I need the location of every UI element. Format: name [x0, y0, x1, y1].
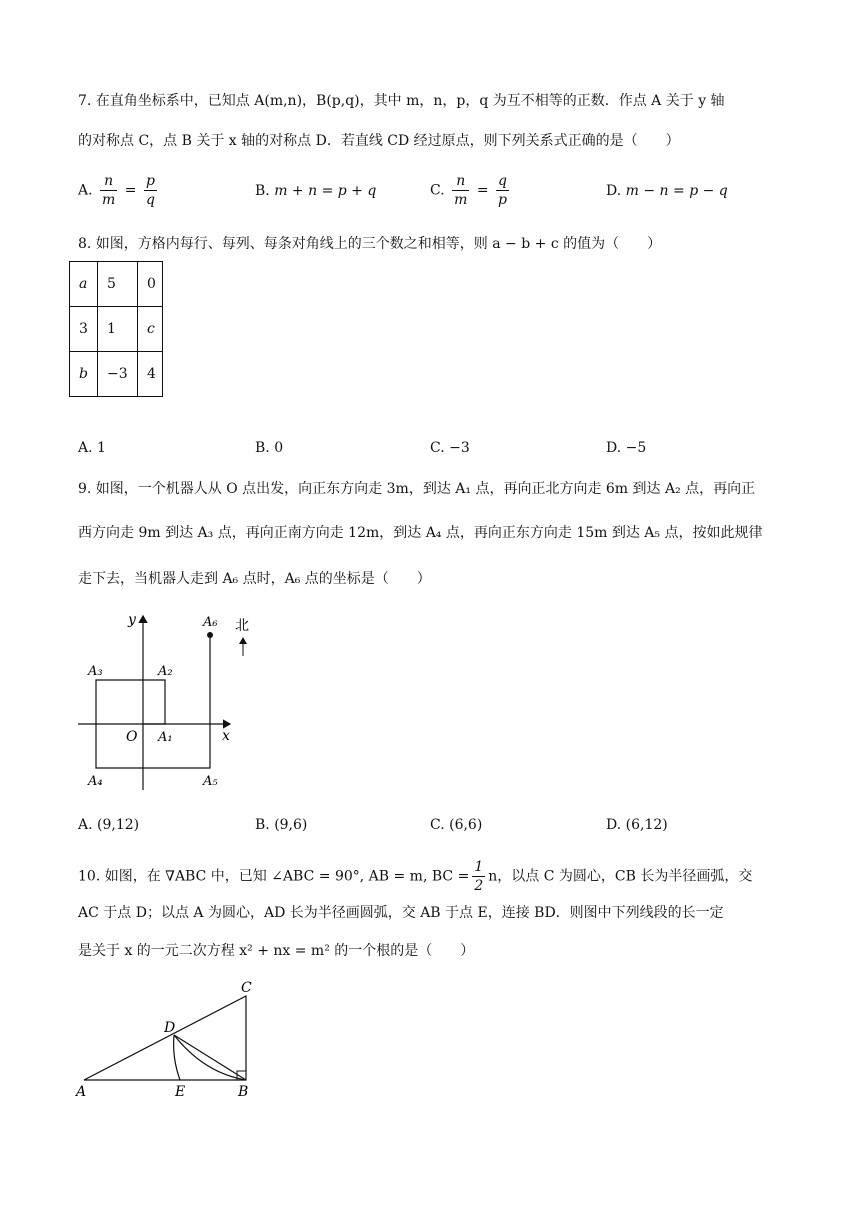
- label-a5: A₅: [203, 774, 218, 789]
- segment-bd: [174, 1035, 246, 1080]
- fraction-one-half: $\frac{1}{2}$: [474, 859, 484, 894]
- grid-cell: −3: [98, 352, 138, 397]
- label-a3: A₃: [88, 664, 103, 679]
- grid-cell: 3: [70, 307, 98, 352]
- label-y: y: [128, 612, 136, 628]
- q8-option-c[interactable]: C. −3: [430, 440, 470, 456]
- label-a6: A₆: [203, 615, 218, 630]
- label-d: D: [164, 1020, 176, 1036]
- triangle-figure: [74, 978, 274, 1102]
- a6-point: [207, 632, 213, 638]
- option-label: A.: [78, 182, 93, 199]
- grid-cell: 4: [138, 352, 163, 397]
- q7-option-c[interactable]: C. $\frac{n}{m}$ = $\frac{q}{p}$: [430, 173, 508, 208]
- label-north: 北: [235, 618, 249, 634]
- grid-cell: c: [138, 307, 163, 352]
- robot-path-figure: [70, 608, 270, 798]
- grid-cell: 0: [138, 262, 163, 307]
- q8-option-a[interactable]: A. 1: [78, 440, 106, 456]
- label-o: O: [126, 729, 138, 745]
- q10-stem-line-1: 10. 如图，在 ∇ABC 中，已知 ∠ABC = 90°, AB = m, BC = $\frac{1}{2}$ n，以点 C 为圆心，CB 长为半径画弧，交: [78, 859, 753, 894]
- label-a1: A₁: [158, 730, 173, 745]
- q10-stem-line-3: 是关于 x 的一元二次方程 x² + nx = m² 的一个根的是（ ）: [78, 943, 475, 959]
- label-a2: A₂: [158, 664, 173, 679]
- q7-option-a[interactable]: A. $\frac{n}{m}$ = $\frac{p}{q}$: [78, 173, 155, 208]
- fraction-n-over-m: $\frac{n}{m}$: [102, 173, 116, 208]
- q7-stem-line-1: 7. 在直角坐标系中，已知点 A(m,n)，B(p,q)，其中 m，n，p，q 为互不相等的正数．作点 A 关于 y 轴: [78, 93, 725, 109]
- label-x: x: [222, 728, 230, 744]
- label-b: B: [238, 1084, 249, 1100]
- q9-option-d[interactable]: D. (6,12): [606, 817, 668, 833]
- q8-option-b[interactable]: B. 0: [255, 440, 284, 456]
- q9-stem-line-2: 西方向走 9m 到达 A₃ 点，再向正南方向走 12m，到达 A₄ 点，再向正东方向走 15m 到达 A₅ 点，按如此规律: [78, 525, 763, 541]
- magic-square-grid: [69, 261, 163, 397]
- label-a4: A₄: [88, 774, 103, 789]
- q10-stem-line-2: AC 于点 D；以点 A 为圆心，AD 长为半径画圆弧，交 AB 于点 E，连接 BD．则图中下列线段的长一定: [78, 905, 724, 921]
- q9-stem-line-1: 9. 如图，一个机器人从 O 点出发，向正东方向走 3m，到达 A₁ 点，再向正北方向走 6m 到达 A₂ 点，再向正: [78, 481, 756, 497]
- q9-option-b[interactable]: B. (9,6): [255, 817, 308, 833]
- q7-option-d[interactable]: D. m − n = p − q: [606, 183, 728, 199]
- q9-stem-line-3: 走下去，当机器人走到 A₆ 点时，A₆ 点的坐标是（ ）: [78, 571, 431, 587]
- grid-cell: 1: [98, 307, 138, 352]
- q9-option-a[interactable]: A. (9,12): [78, 817, 140, 833]
- fraction-p-over-q: $\frac{p}{q}$: [145, 173, 155, 208]
- q7-stem-line-2: 的对称点 C，点 B 关于 x 轴的对称点 D．若直线 CD 经过原点，则下列关系式正确的是（ ）: [78, 133, 680, 149]
- label-c: C: [241, 980, 252, 996]
- grid-cell: 5: [98, 262, 138, 307]
- triangle-abc: [84, 996, 246, 1080]
- label-a: A: [76, 1084, 87, 1100]
- label-e: E: [175, 1084, 186, 1100]
- q9-option-c[interactable]: C. (6,6): [430, 817, 483, 833]
- grid-cell: a: [70, 262, 98, 307]
- q8-option-d[interactable]: D. −5: [606, 440, 647, 456]
- q7-option-b[interactable]: B. m + n = p + q: [255, 183, 377, 199]
- robot-path: [96, 635, 210, 768]
- q8-stem: 8. 如图，方格内每行、每列、每条对角线上的三个数之和相等，则 a − b + c 的值为（ ）: [78, 236, 662, 252]
- grid-cell: b: [70, 352, 98, 397]
